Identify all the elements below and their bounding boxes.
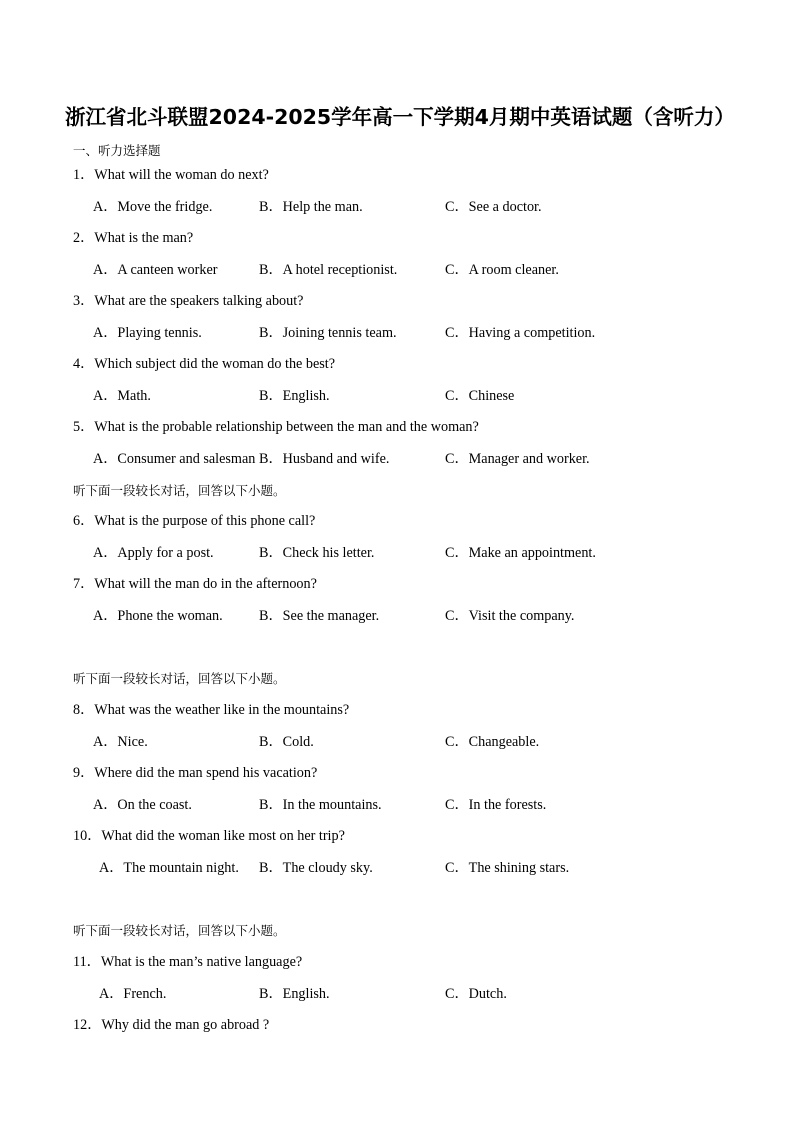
question-text: What did the woman like most on her trip? (101, 828, 345, 844)
question-6 (73, 512, 315, 530)
option-a: A．French. (99, 986, 167, 1002)
question-number: 2． (73, 230, 95, 246)
option-a: A．Apply for a post. (93, 545, 214, 561)
option-a: A．A canteen worker (93, 262, 218, 278)
question-text: What was the weather like in the mountains? (94, 702, 350, 718)
question-text: What are the speakers talking about? (94, 293, 304, 309)
option-b: B．Cold. (259, 734, 314, 750)
question-number: 4． (73, 356, 95, 372)
question-number: 12． (73, 1017, 102, 1033)
option-c: C．Dutch. (445, 986, 507, 1002)
question-text: Why did the man go abroad ? (101, 1017, 270, 1033)
question-8 (73, 701, 349, 719)
option-a: A．Nice. (93, 734, 148, 750)
option-c: C．The shining stars. (445, 860, 570, 876)
option-a: A．Playing tennis. (93, 325, 202, 341)
question-4 (73, 355, 335, 373)
question-number: 3． (73, 293, 95, 309)
question-7 (73, 575, 317, 593)
question-number: 10． (73, 828, 102, 844)
option-c: C．Having a competition. (445, 325, 596, 341)
option-a: A．Move the fridge. (93, 199, 213, 215)
option-b: B．Check his letter. (259, 545, 375, 561)
option-c: C．Manager and worker. (445, 451, 590, 467)
question-text: What will the woman do next? (94, 167, 269, 183)
question-number: 1． (73, 167, 95, 183)
question-9 (73, 764, 317, 782)
question-text: What is the purpose of this phone call? (94, 513, 316, 529)
question-text: What is the man’s native language? (100, 954, 303, 970)
option-c: C．Changeable. (445, 734, 540, 750)
option-c: C．A room cleaner. (445, 262, 559, 278)
question-text: What is the man? (94, 230, 194, 246)
option-c: C．In the forests. (445, 797, 547, 813)
section-heading: 一、听力选择题 (73, 143, 161, 158)
question-number: 6． (73, 513, 95, 529)
option-b: B．The cloudy sky. (259, 860, 373, 876)
option-a: A．The mountain night. (99, 860, 239, 876)
option-c: C．See a doctor. (445, 199, 542, 215)
option-c: C．Make an appointment. (445, 545, 596, 561)
option-b: B．English. (259, 986, 330, 1002)
option-b: B．Husband and wife. (259, 451, 390, 467)
option-c: C．Visit the company. (445, 608, 575, 624)
option-a: A．Math. (93, 388, 151, 404)
question-5 (73, 418, 479, 436)
option-b: B．In the mountains. (259, 797, 382, 813)
option-b: B．Help the man. (259, 199, 363, 215)
question-number: 5． (73, 419, 95, 435)
option-b: B．See the manager. (259, 608, 380, 624)
instruction-2: 听下面一段较长对话，回答以下小题。 (73, 671, 286, 686)
question-10 (73, 827, 345, 845)
question-number: 7． (73, 576, 95, 592)
option-c: C．Chinese (445, 388, 515, 404)
question-text: What will the man do in the afternoon? (94, 576, 317, 592)
question-text: What is the probable relationship between the man and the woman? (94, 419, 479, 435)
question-number: 11． (73, 954, 101, 970)
question-2 (73, 229, 193, 247)
option-b: B．Joining tennis team. (259, 325, 397, 341)
option-b: B．English. (259, 388, 330, 404)
question-text: Where did the man spend his vacation? (94, 765, 318, 781)
question-11 (73, 953, 302, 971)
option-a: A．Phone the woman. (93, 608, 223, 624)
question-number: 8． (73, 702, 95, 718)
question-number: 9． (73, 765, 95, 781)
instruction-1: 听下面一段较长对话，回答以下小题。 (73, 483, 286, 498)
option-a: A．Consumer and salesman (93, 451, 256, 467)
question-3 (73, 292, 303, 310)
option-b: B．A hotel receptionist. (259, 262, 398, 278)
question-1 (73, 166, 269, 184)
question-text: Which subject did the woman do the best? (94, 356, 336, 372)
instruction-3: 听下面一段较长对话，回答以下小题。 (73, 923, 286, 938)
page-title: 浙江省北斗联盟2024-2025学年高一下学期4月期中英语试题（含听力） (65, 105, 735, 129)
question-12 (73, 1016, 269, 1034)
option-a: A．On the coast. (93, 797, 192, 813)
